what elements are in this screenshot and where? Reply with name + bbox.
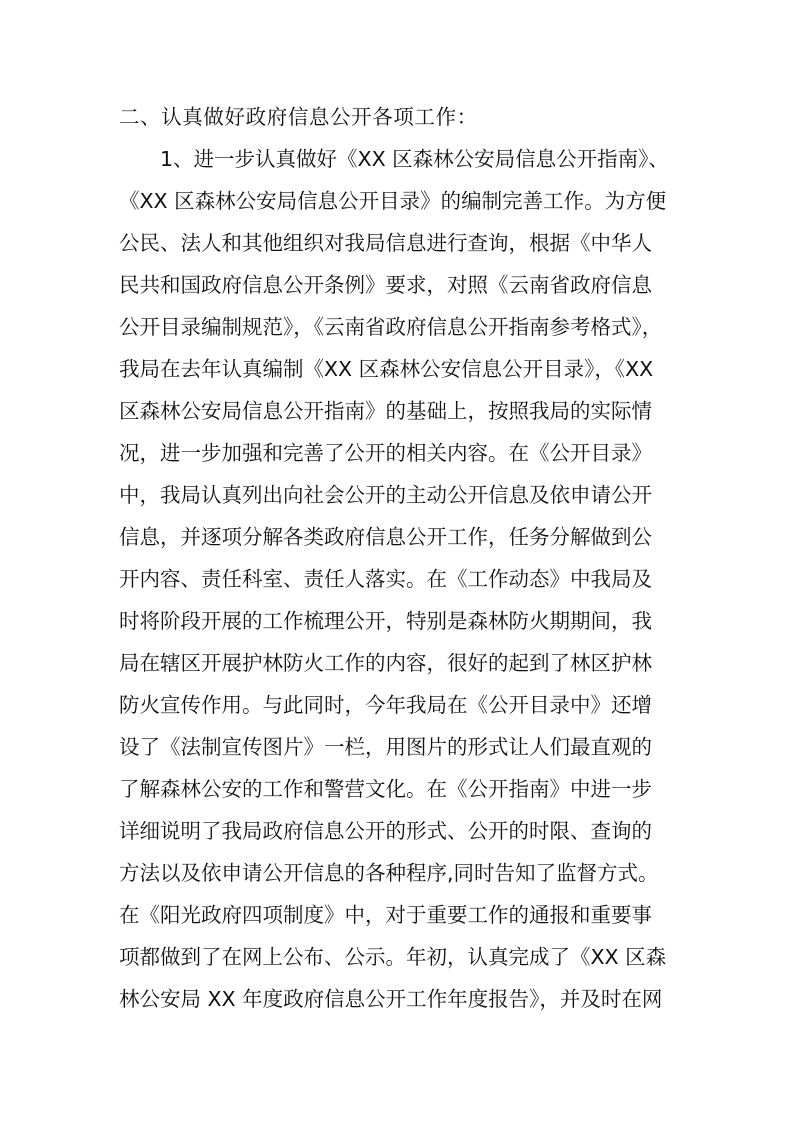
paragraph-line: 方法以及依申请公开信息的各种程序,同时告知了监督方式。 xyxy=(119,861,659,885)
paragraph-line: 局在辖区开展护林防火工作的内容，很好的起到了林区护林 xyxy=(119,651,652,675)
paragraph-line: 在《阳光政府四项制度》中，对于重要工作的通报和重要事 xyxy=(119,903,652,927)
section-heading: 二、认真做好政府信息公开各项工作： xyxy=(119,105,478,129)
paragraph-line: 设了《法制宣传图片》一栏，用图片的形式让人们最直观的 xyxy=(119,735,652,759)
paragraph-line: 《XX 区森林公安局信息公开目录》的编制完善工作。为方便 xyxy=(119,189,667,213)
paragraph-line: 林公安局 XX 年度政府信息公开工作年度报告》，并及时在网 xyxy=(119,987,663,1011)
paragraph-line: 了解森林公安的工作和警营文化。在《公开指南》中进一步 xyxy=(119,777,652,801)
paragraph-line: 我局在去年认真编制《XX 区森林公安信息公开目录》，《XX xyxy=(119,357,654,381)
paragraph-line: 中，我局认真列出向社会公开的主动公开信息及依申请公开 xyxy=(119,483,652,507)
paragraph-line: 公开目录编制规范》，《云南省政府信息公开指南参考格式》， xyxy=(119,315,663,339)
paragraph-line: 公民、法人和其他组织对我局信息进行查询，根据《中华人 xyxy=(119,231,652,255)
paragraph-line: 区森林公安局信息公开指南》的基础上，按照我局的实际情 xyxy=(119,399,652,423)
paragraph-line: 时将阶段开展的工作梳理公开，特别是森林防火期期间，我 xyxy=(119,609,652,633)
paragraph-line: 信息，并逐项分解各类政府信息公开工作，任务分解做到公 xyxy=(119,525,652,549)
paragraph-line: 1、进一步认真做好《XX 区森林公安局信息公开指南》、 xyxy=(160,147,669,171)
paragraph-line: 民共和国政府信息公开条例》要求，对照《云南省政府信息 xyxy=(119,273,652,297)
paragraph-line: 况，进一步加强和完善了公开的相关内容。在《公开目录》 xyxy=(119,441,652,465)
paragraph-line: 项都做到了在网上公布、公示。年初，认真完成了《XX 区森 xyxy=(119,945,667,969)
paragraph-line: 防火宣传作用。与此同时，今年我局在《公开目录中》还增 xyxy=(119,693,652,717)
paragraph-line: 开内容、责任科室、责任人落实。在《工作动态》中我局及 xyxy=(119,567,652,591)
paragraph-line: 详细说明了我局政府信息公开的形式、公开的时限、查询的 xyxy=(119,819,652,843)
